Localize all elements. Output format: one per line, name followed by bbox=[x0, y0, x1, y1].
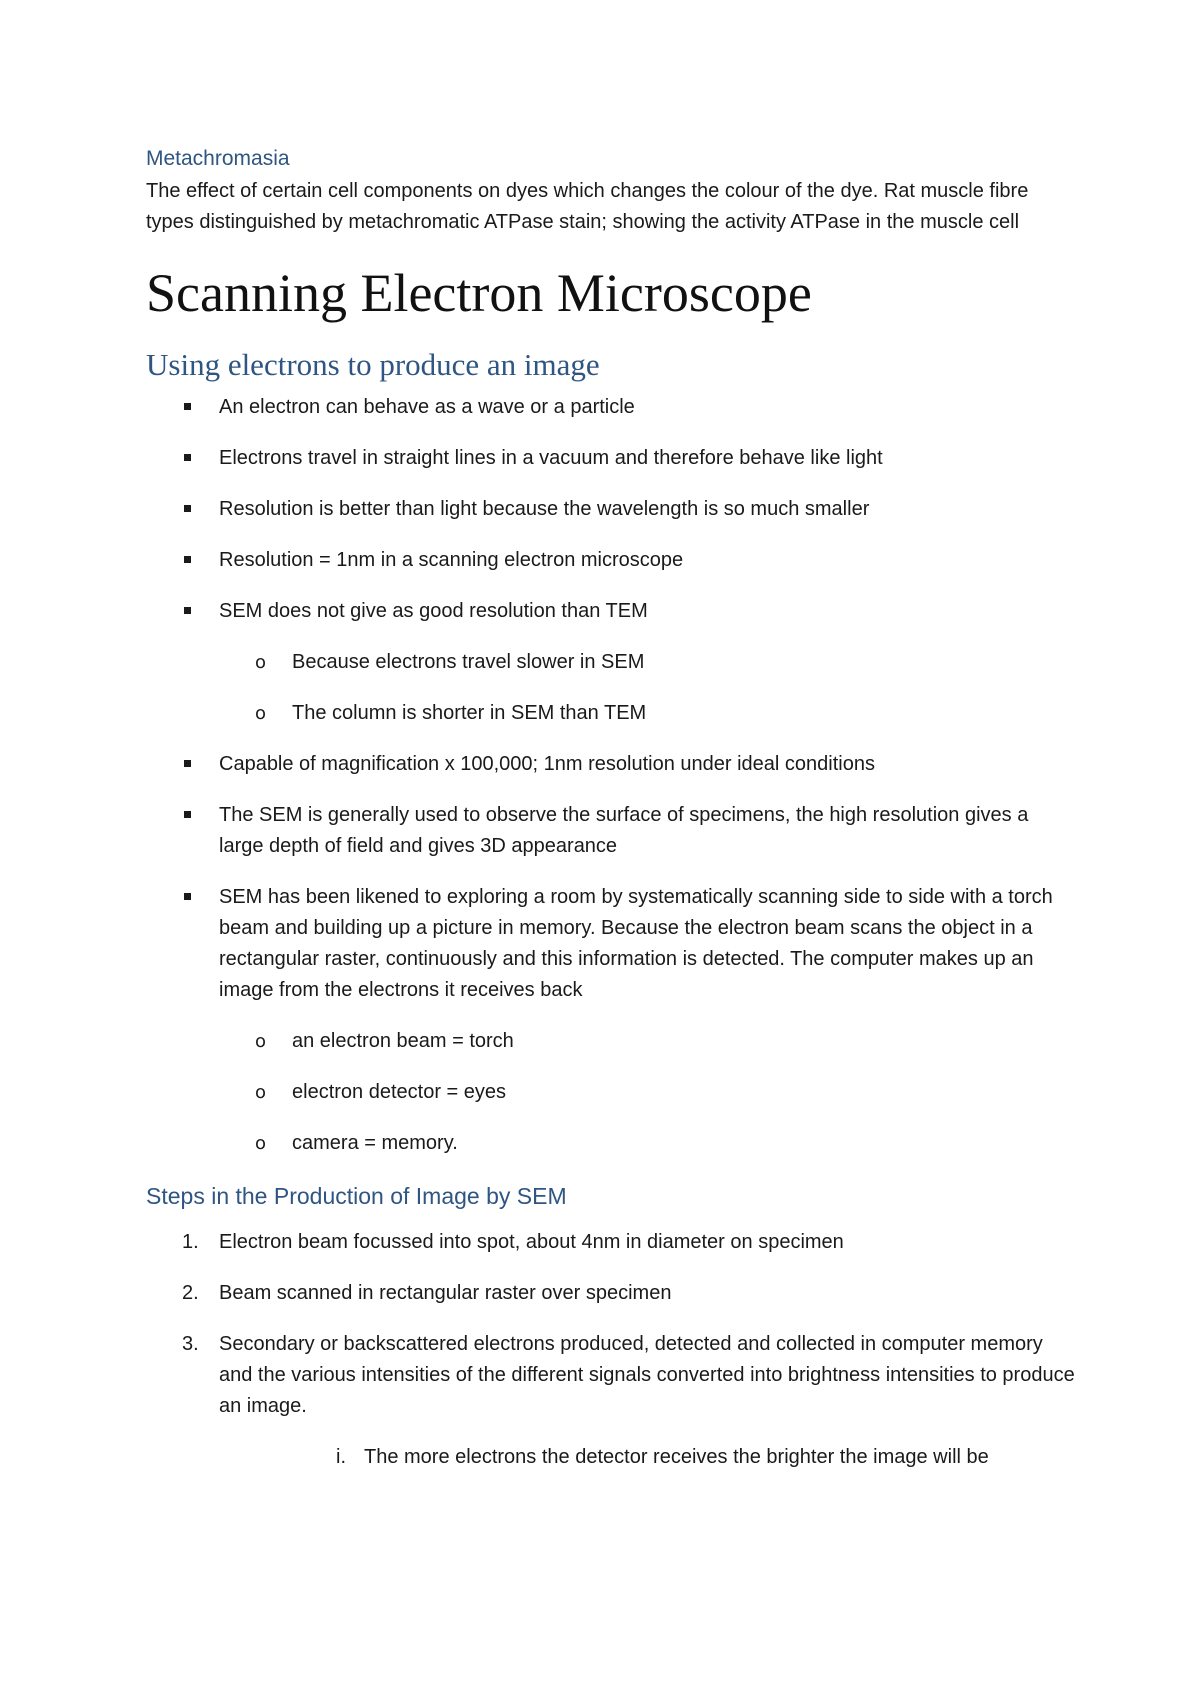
page-title: Scanning Electron Microscope bbox=[146, 263, 812, 323]
square-bullet-icon bbox=[184, 556, 191, 563]
item-number: 3. bbox=[182, 1333, 199, 1355]
numbered-item: 3. Secondary or backscattered electrons produced, detected and collected in computer memory and the various intensities of the different signals converted into brightness intensities to produce an image. bbox=[146, 1329, 1076, 1422]
list-item: An electron can behave as a wave or a particle bbox=[146, 392, 1076, 423]
metachromasia-paragraph bbox=[146, 176, 1076, 238]
numbered-item: 2. Beam scanned in rectangular raster over specimen bbox=[146, 1278, 1076, 1309]
section-heading-electrons: Using electrons to produce an image bbox=[146, 347, 600, 382]
square-bullet-icon bbox=[184, 403, 191, 410]
sub-list-item: o The column is shorter in SEM than TEM bbox=[146, 698, 1076, 729]
square-bullet-icon bbox=[184, 811, 191, 818]
sub-list-item: o Because electrons travel slower in SEM bbox=[146, 647, 1076, 678]
square-bullet-icon bbox=[184, 760, 191, 767]
metachromasia-heading: Metachromasia bbox=[146, 147, 290, 170]
bullet-list bbox=[146, 392, 1076, 1159]
list-item: Resolution is better than light because the wavelength is so much smaller bbox=[146, 494, 1076, 525]
metachromasia-line-2: types distinguished by metachromatic ATPase stain; showing the activity ATPase in the muscle cell bbox=[146, 211, 1020, 233]
list-item: Resolution = 1nm in a scanning electron microscope bbox=[146, 545, 1076, 576]
circle-bullet-icon: o bbox=[255, 1031, 267, 1052]
section-heading-steps: Steps in the Production of Image by SEM bbox=[146, 1183, 567, 1209]
list-item: SEM does not give as good resolution than TEM bbox=[146, 596, 1076, 627]
list-item: Electrons travel in straight lines in a vacuum and therefore behave like light bbox=[146, 443, 1076, 474]
item-number: i. bbox=[336, 1446, 346, 1468]
circle-bullet-icon: o bbox=[255, 652, 267, 673]
sub-list-item: o an electron beam = torch bbox=[146, 1026, 1076, 1057]
square-bullet-icon bbox=[184, 454, 191, 461]
item-number: 2. bbox=[182, 1282, 199, 1304]
list-item: Capable of magnification x 100,000; 1nm resolution under ideal conditions bbox=[146, 749, 1076, 780]
numbered-list bbox=[146, 1227, 1076, 1473]
document-content bbox=[146, 142, 1076, 1493]
sub-list-item: o electron detector = eyes bbox=[146, 1077, 1076, 1108]
list-item: The SEM is generally used to observe the surface of specimens, the high resolution gives a large depth of field and gives 3D appearance bbox=[146, 800, 1076, 862]
item-number: 1. bbox=[182, 1231, 199, 1253]
circle-bullet-icon: o bbox=[255, 1082, 267, 1103]
square-bullet-icon bbox=[184, 893, 191, 900]
square-bullet-icon bbox=[184, 505, 191, 512]
circle-bullet-icon: o bbox=[255, 1133, 267, 1154]
metachromasia-line-1: The effect of certain cell components on dyes which changes the colour of the dye. Rat muscle fibre bbox=[146, 180, 1029, 202]
square-bullet-icon bbox=[184, 607, 191, 614]
circle-bullet-icon: o bbox=[255, 703, 267, 724]
numbered-item: 1. Electron beam focussed into spot, about 4nm in diameter on specimen bbox=[146, 1227, 1076, 1258]
sub-list-item: o camera = memory. bbox=[146, 1128, 1076, 1159]
list-item: SEM has been likened to exploring a room by systematically scanning side to side with a torch beam and building up a picture in memory. Because the electron beam scans the object in a rectangular raster, continuously and this information is detected. The computer makes up an image from the electrons it receives back bbox=[146, 882, 1076, 1006]
roman-item: i. The more electrons the detector receives the brighter the image will be bbox=[146, 1442, 1076, 1473]
